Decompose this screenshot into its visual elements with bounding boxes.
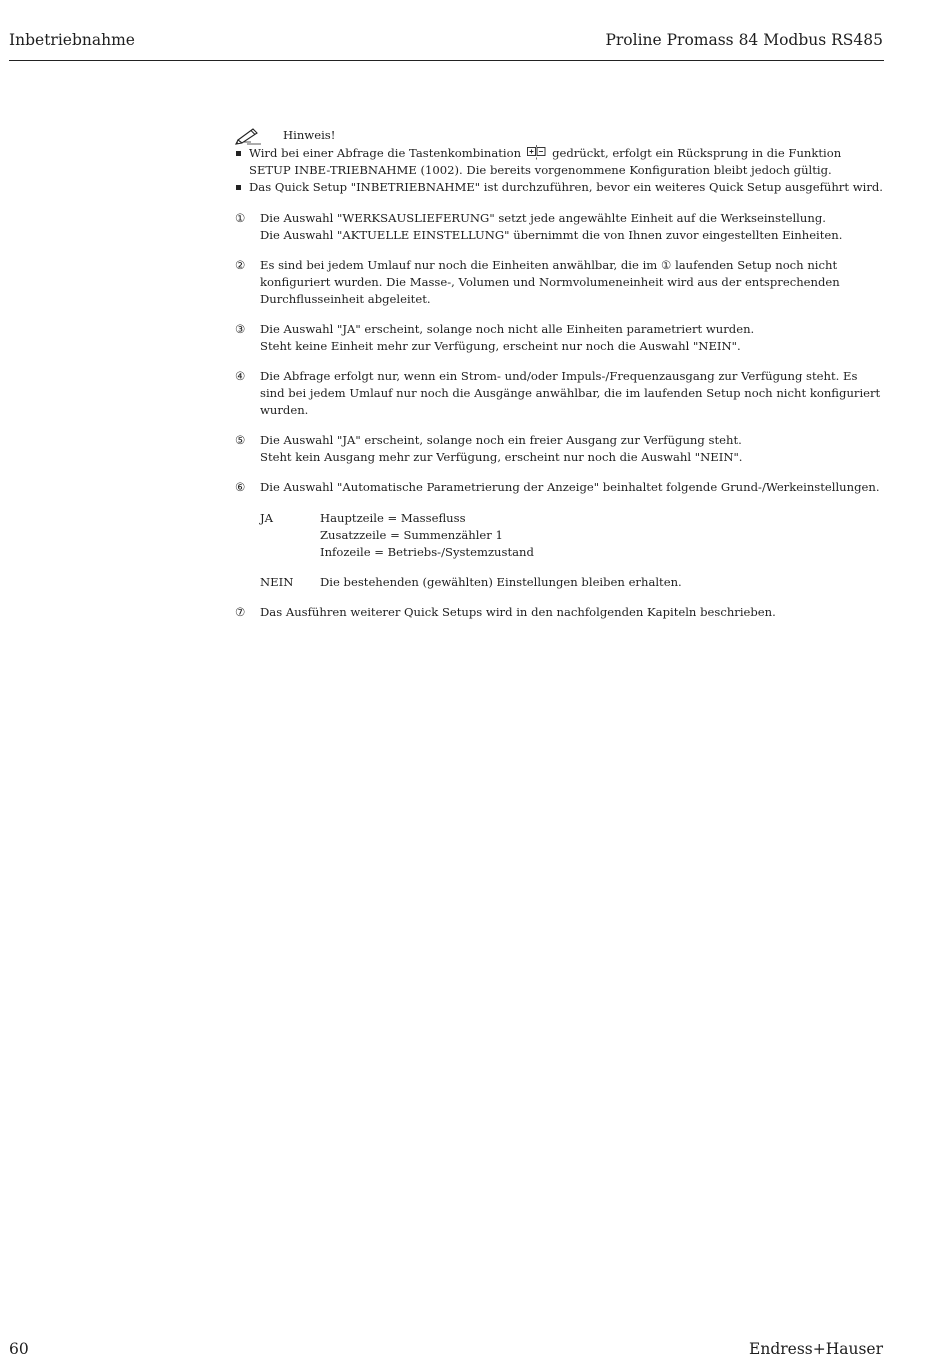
definition-key: NEIN xyxy=(260,575,294,589)
step-7 xyxy=(235,604,885,621)
step-text: Die Auswahl "AKTUELLE EINSTELLUNG" übernimmt die von Ihnen zuvor eingestellten Einheiten. xyxy=(260,228,843,242)
footer-brand: Endress+Hauser xyxy=(749,1340,883,1358)
note-bullet-text-start: Wird bei einer Abfrage die Tastenkombination xyxy=(249,146,522,160)
definition-key: JA xyxy=(260,511,274,525)
step-number: ① xyxy=(235,211,246,225)
step-text-end: laufenden Setup noch nicht konfiguriert wurden. Die Masse-, Volumen und Normvolumeneinheit wird aus der entsprechenden Durchflusseinheit abgeleitet. xyxy=(260,258,840,306)
bullet-square-icon xyxy=(236,151,241,156)
definition-line: Infozeile = Betriebs-/Systemzustand xyxy=(320,545,534,559)
note-bullet-text-end: gedrückt, erfolgt ein Rücksprung in die Funktion SETUP INBE-TRIEBNAHME (1002). Die bereits vorgenommene Konfiguration bleibt jedoch gültig. xyxy=(249,146,842,177)
step-number: ③ xyxy=(235,322,246,336)
header-divider xyxy=(9,60,884,61)
note-bullet xyxy=(235,179,885,196)
step-3 xyxy=(235,321,885,355)
header-product-title: Proline Promass 84 Modbus RS485 xyxy=(605,31,883,49)
pencil-icon xyxy=(235,125,263,145)
step-number: ⑤ xyxy=(235,433,246,447)
step-text-start: Es sind bei jedem Umlauf nur noch die Einheiten anwählbar, die im xyxy=(260,258,658,272)
step-5 xyxy=(235,432,885,466)
step-number: ⑥ xyxy=(235,480,246,494)
definition-line: Hauptzeile = Massefluss xyxy=(320,511,466,525)
step-6 xyxy=(235,479,885,496)
header-section-title: Inbetriebnahme xyxy=(9,31,135,49)
step-1 xyxy=(235,210,885,244)
step-2 xyxy=(235,257,885,308)
step-reference: ① xyxy=(660,258,672,272)
key-combination-icon xyxy=(527,145,546,160)
page-number: 60 xyxy=(9,1340,29,1358)
step-4 xyxy=(235,368,885,419)
step-number: ② xyxy=(235,258,246,272)
step-text: Die Auswahl "JA" erscheint, solange noch ein freier Ausgang zur Verfügung steht. xyxy=(260,433,742,447)
table-row xyxy=(260,574,682,591)
note-bullet-text: Das Quick Setup "INBETRIEBNAHME" ist durchzuführen, bevor ein weiteres Quick Setup ausgeführt wird. xyxy=(249,180,883,194)
step-number: ⑦ xyxy=(235,605,246,619)
bullet-square-icon xyxy=(236,185,241,190)
step-text: Die Auswahl "Automatische Parametrierung der Anzeige" beinhaltet folgende Grund-/Werkeinstellungen. xyxy=(260,480,880,494)
table-row xyxy=(260,510,682,561)
step-text xyxy=(260,257,885,308)
page-content xyxy=(235,125,885,621)
note-bullet xyxy=(235,145,885,179)
note-header xyxy=(235,125,885,145)
display-settings-table xyxy=(260,510,682,591)
note-bullet-list xyxy=(235,145,885,196)
step-text: Steht kein Ausgang mehr zur Verfügung, erscheint nur noch die Auswahl "NEIN". xyxy=(260,450,743,464)
step-text: Steht keine Einheit mehr zur Verfügung, erscheint nur noch die Auswahl "NEIN". xyxy=(260,339,741,353)
definition-line: Zusatzzeile = Summenzähler 1 xyxy=(320,528,503,542)
definition-value xyxy=(320,510,682,561)
step-number: ④ xyxy=(235,369,246,383)
step-text: Das Ausführen weiterer Quick Setups wird in den nachfolgenden Kapiteln beschrieben. xyxy=(260,605,776,619)
table-spacer xyxy=(260,561,682,574)
definition-value: Die bestehenden (gewählten) Einstellungen bleiben erhalten. xyxy=(320,575,682,589)
step-text: Die Abfrage erfolgt nur, wenn ein Strom- und/oder Impuls-/Frequenzausgang zur Verfügung steht. Es sind bei jedem Umlauf nur noch die Ausgänge anwählbar, die im laufenden Setup noch nicht konfiguriert wurden. xyxy=(260,369,881,417)
note-title: Hinweis! xyxy=(283,128,336,142)
step-text: Die Auswahl "JA" erscheint, solange noch nicht alle Einheiten parametriert wurden. xyxy=(260,322,755,336)
step-text: Die Auswahl "WERKSAUSLIEFERUNG" setzt jede angewählte Einheit auf die Werkseinstellung. xyxy=(260,211,826,225)
